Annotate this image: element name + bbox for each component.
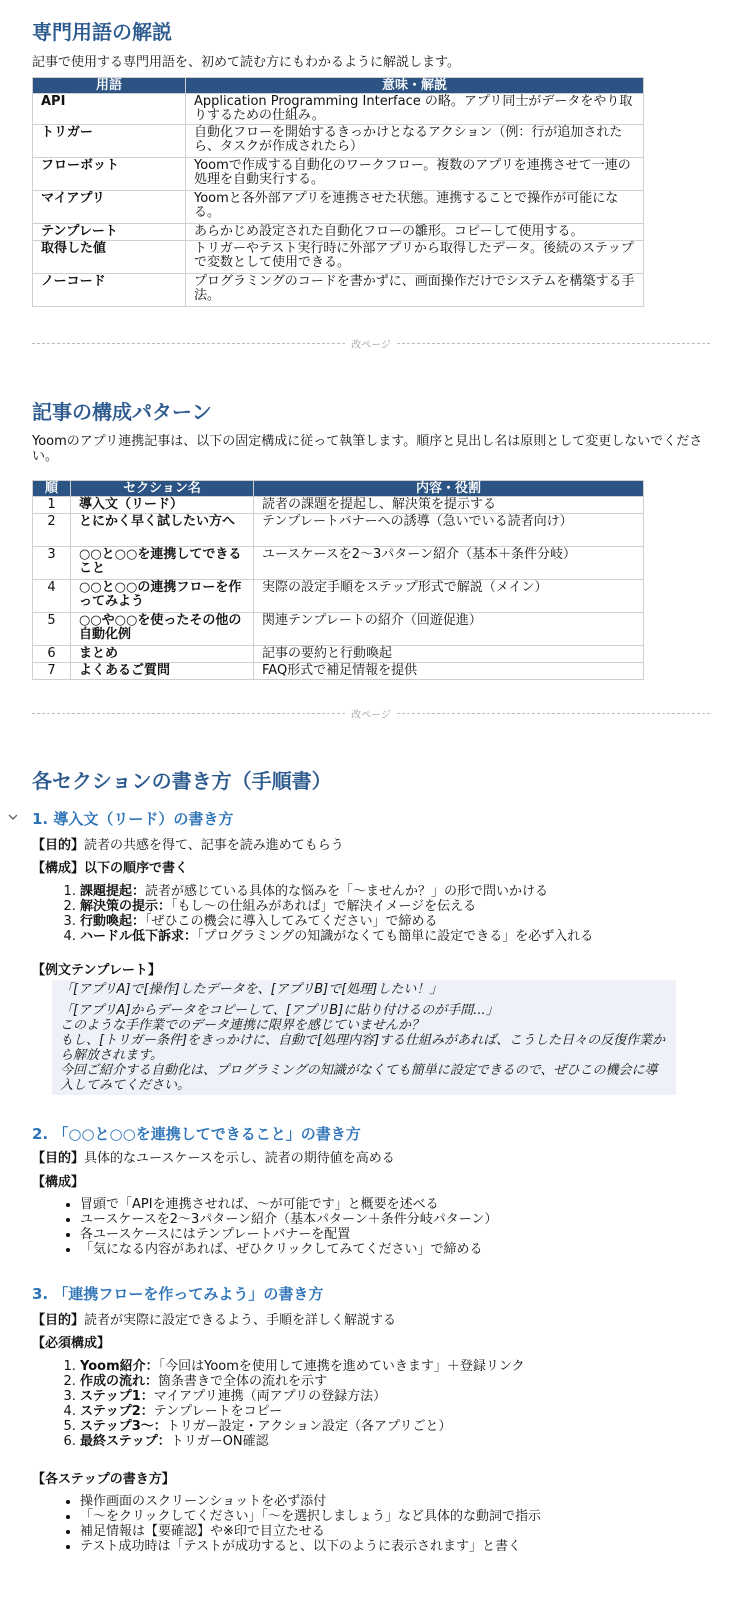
howto-title: 各セクションの書き方（手順書） <box>32 769 332 793</box>
role-cell: 関連テンプレートの紹介（回遊促進） <box>254 613 644 646</box>
role-cell: FAQ形式で補足情報を提供 <box>254 663 644 680</box>
section3-list <box>32 1359 720 1449</box>
no-cell: 2 <box>33 514 71 547</box>
section2-title: 2. 「○○と○○を連携してできること」の書き方 <box>32 1125 361 1143</box>
list-item: • 各ユースケースにはテンプレートバナーを配置 <box>80 1227 720 1242</box>
name-cell: とにかく早く試したい方へ <box>71 514 254 547</box>
name-cell: まとめ <box>71 646 254 663</box>
desc-cell: あらかじめ設定された自動化フローの雛形。コピーして使用する。 <box>186 224 644 241</box>
section3-title: 3. 「連携フローを作ってみよう」の書き方 <box>32 1285 324 1303</box>
list-item: • 冒頭で「APIを連携させれば、〜が可能です」と概要を述べる <box>80 1197 720 1212</box>
role-cell: ユースケースを2〜3パターン紹介（基本＋条件分岐） <box>254 547 644 580</box>
desc-cell: Application Programming Interface の略。アプリ同士がデータをやり取りするための仕組み。 <box>186 94 644 125</box>
term-cell: 取得した値 <box>33 241 186 274</box>
name-cell: よくあるご質問 <box>71 663 254 680</box>
table-row <box>33 224 644 241</box>
section1-purpose: 【目的】読者の共感を得て、記事を読み進めてもらう <box>32 838 344 853</box>
page-break-label: 改ページ <box>347 336 395 351</box>
list-item: 2. 作成の流れ：箇条書きで全体の流れを示す <box>80 1374 720 1389</box>
table-row <box>33 94 644 125</box>
section1-title: 1. 導入文（リード）の書き方 <box>32 810 234 828</box>
desc-cell: 自動化フローを開始するきっかけとなるアクション（例：行が追加されたら、タスクが作成されたら） <box>186 125 644 158</box>
table-row <box>33 547 644 580</box>
chevron-down-icon[interactable] <box>8 811 18 825</box>
list-item: • テスト成功時は「テストが成功すると、以下のように表示されます」と書く <box>80 1539 720 1554</box>
page-break-label: 改ページ <box>347 706 395 721</box>
glossary-header-term: 用語 <box>33 78 186 94</box>
list-item: 5. ステップ3〜：トリガー設定・アクション設定（各アプリごと） <box>80 1419 720 1434</box>
page-break <box>32 709 710 721</box>
section1-list <box>32 884 720 944</box>
list-item: 1. Yoom紹介：「今回はYoomを使用して連携を進めていきます」＋登録リンク <box>80 1359 720 1374</box>
example-line: 「[アプリA]からデータをコピーして、[アプリB]に貼り付けるのが手間...」 <box>60 1003 499 1018</box>
example-line: 「[アプリA]で[操作]したデータを、[アプリB]で[処理]したい！」 <box>60 982 443 997</box>
desc-cell: Yoomで作成する自動化のワークフロー。複数のアプリを連携させて一連の処理を自動実行する。 <box>186 158 644 191</box>
role-cell: 実際の設定手順をステップ形式で解説（メイン） <box>254 580 644 613</box>
term-cell: フローボット <box>33 158 186 191</box>
term-cell: API <box>33 94 186 125</box>
table-row <box>33 274 644 307</box>
desc-cell: プログラミングのコードを書かずに、画面操作だけでシステムを構築する手法。 <box>186 274 644 307</box>
page-break <box>32 339 710 351</box>
term-cell: テンプレート <box>33 224 186 241</box>
glossary-table <box>32 77 644 307</box>
list-item: • 「気になる内容があれば、ぜひクリックしてみてください」で締める <box>80 1242 720 1257</box>
structure-intro: Yoomのアプリ連携記事は、以下の固定構成に従って執筆します。順序と見出し名は原則として変更しないでください。 <box>32 434 703 464</box>
role-cell: 記事の要約と行動喚起 <box>254 646 644 663</box>
table-row <box>33 241 644 274</box>
list-item: • 補足情報は【要確認】や※印で目立たせる <box>80 1524 720 1539</box>
table-row <box>33 663 644 680</box>
example-label: 【例文テンプレート】 <box>32 963 161 978</box>
table-row <box>33 514 644 547</box>
list-item: 3. 行動喚起：「ぜひこの機会に導入してみてください」で締める <box>80 914 720 929</box>
example-line: もし、[トリガー条件]をきっかけに、自動で[処理内容]する仕組みがあれば、こうした日々の反復作業から解放されます。 <box>60 1033 666 1063</box>
list-item: • 「〜をクリックしてください」「〜を選択しましょう」など具体的な動詞で指示 <box>80 1509 720 1524</box>
list-item: 6. 最終ステップ：トリガーON確認 <box>80 1434 720 1449</box>
name-cell: 導入文（リード） <box>71 497 254 514</box>
no-cell: 6 <box>33 646 71 663</box>
glossary-title: 専門用語の解説 <box>32 20 172 44</box>
table-row <box>33 497 644 514</box>
section2-purpose: 【目的】具体的なユースケースを示し、読者の期待値を高める <box>32 1151 395 1166</box>
structure-header-no: 順 <box>33 481 71 497</box>
role-cell: 読者の課題を提起し、解決策を提示する <box>254 497 644 514</box>
desc-cell: トリガーやテスト実行時に外部アプリから取得したデータ。後続のステップで変数として使用できる。 <box>186 241 644 274</box>
term-cell: トリガー <box>33 125 186 158</box>
example-block <box>52 980 676 1095</box>
table-row <box>33 580 644 613</box>
table-row <box>33 125 644 158</box>
no-cell: 3 <box>33 547 71 580</box>
list-item: 4. ステップ2：テンプレートをコピー <box>80 1404 720 1419</box>
name-cell: ○○と○○の連携フローを作ってみよう <box>71 580 254 613</box>
glossary-header-desc: 意味・解説 <box>186 78 644 94</box>
table-row <box>33 158 644 191</box>
table-row <box>33 646 644 663</box>
no-cell: 4 <box>33 580 71 613</box>
steps-label: 【各ステップの書き方】 <box>32 1472 175 1487</box>
glossary-intro: 記事で使用する専門用語を、初めて読む方にもわかるように解説します。 <box>32 55 460 70</box>
table-row <box>33 613 644 646</box>
section3-structure-label: 【必須構成】 <box>32 1336 111 1351</box>
term-cell: マイアプリ <box>33 191 186 224</box>
steps-list <box>32 1494 720 1554</box>
section2-structure-label: 【構成】 <box>32 1175 85 1190</box>
structure-title: 記事の構成パターン <box>32 400 212 424</box>
purpose-label: 【目的】 <box>32 1151 85 1166</box>
section3-purpose: 【目的】読者が実際に設定できるよう、手順を詳しく解説する <box>32 1313 397 1328</box>
desc-cell: Yoomと各外部アプリを連携させた状態。連携することで操作が可能になる。 <box>186 191 644 224</box>
list-item: • ユースケースを2〜3パターン紹介（基本パターン＋条件分岐パターン） <box>80 1212 720 1227</box>
structure-table <box>32 480 644 680</box>
section2-list <box>32 1197 720 1257</box>
structure-header-name: セクション名 <box>71 481 254 497</box>
example-line: 今回ご紹介する自動化は、プログラミングの知識がなくても簡単に設定できるので、ぜひこの機会に導入してみてください。 <box>60 1063 658 1093</box>
structure-header-role: 内容・役割 <box>254 481 644 497</box>
no-cell: 1 <box>33 497 71 514</box>
section1-structure-label: 【構成】以下の順序で書く <box>32 861 189 876</box>
no-cell: 5 <box>33 613 71 646</box>
list-item: • 操作画面のスクリーンショットを必ず添付 <box>80 1494 720 1509</box>
name-cell: ○○や○○を使ったその他の自動化例 <box>71 613 254 646</box>
term-cell: ノーコード <box>33 274 186 307</box>
name-cell: ○○と○○を連携してできること <box>71 547 254 580</box>
list-item: 2. 解決策の提示：「もし〜の仕組みがあれば」で解決イメージを伝える <box>80 899 720 914</box>
table-row <box>33 191 644 224</box>
no-cell: 7 <box>33 663 71 680</box>
list-item: 1. 課題提起：読者が感じている具体的な悩みを「〜ませんか？」の形で問いかける <box>80 884 720 899</box>
list-item: 3. ステップ1：マイアプリ連携（両アプリの登録方法） <box>80 1389 720 1404</box>
purpose-label: 【目的】 <box>32 1313 85 1328</box>
role-cell: テンプレートバナーへの誘導（急いでいる読者向け） <box>254 514 644 547</box>
list-item: 4. ハードル低下訴求：「プログラミングの知識がなくても簡単に設定できる」を必ず入れる <box>80 929 720 944</box>
example-line: このような手作業でのデータ連携に限界を感じていませんか？ <box>60 1018 425 1033</box>
purpose-label: 【目的】 <box>32 838 85 853</box>
